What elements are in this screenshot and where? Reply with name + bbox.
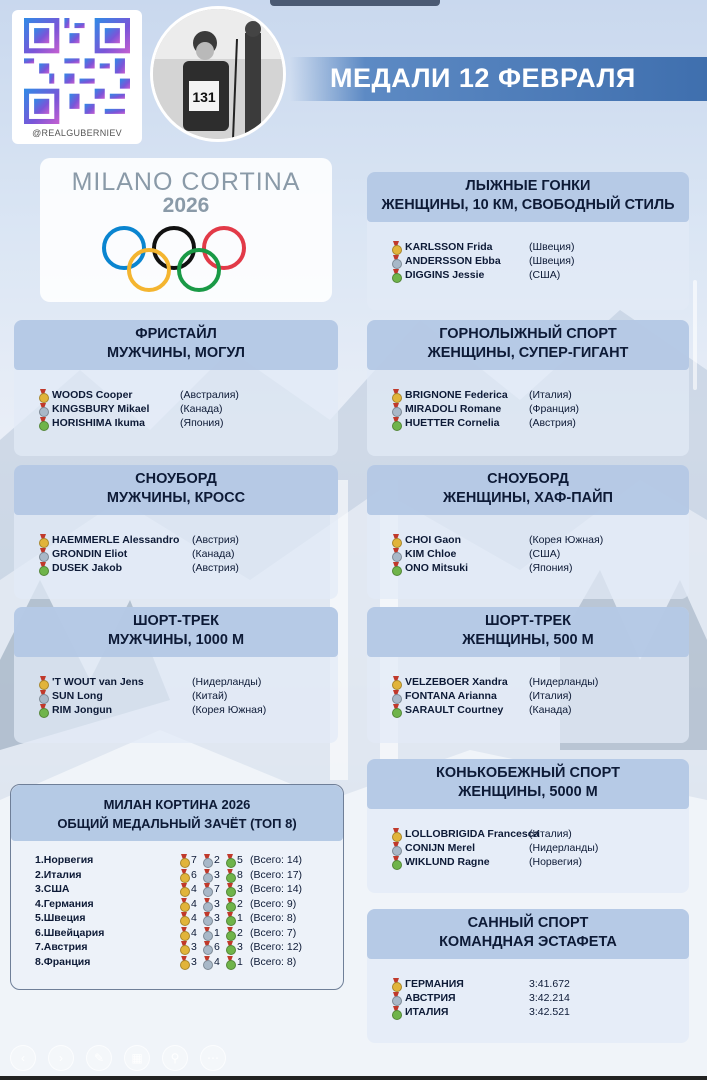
result-row-bronze: [391, 703, 689, 717]
event-card-luge: [367, 909, 689, 1043]
athlete-name: ONO Mitsuki: [405, 562, 469, 574]
bronze-medal-icon: [38, 704, 48, 716]
bronze-medal-icon: [391, 704, 401, 716]
silver-medal-icon: [202, 956, 212, 968]
athlete-name: DIGGINS Jessie: [405, 269, 485, 281]
event-sport: ШОРТ-ТРЕК: [132, 613, 220, 629]
event-card-superg: [367, 320, 689, 456]
tally-bronze-count: 3: [237, 883, 243, 895]
gold-medal-icon: [179, 956, 189, 968]
gold-medal-icon: [38, 389, 48, 401]
tally-total: (Всего: 17): [250, 868, 303, 881]
tally-total: (Всего: 12): [250, 941, 303, 953]
result-row-bronze: [391, 268, 689, 282]
gold-medal-icon: [179, 883, 189, 895]
page-title: МЕДАЛИ 12 ФЕВРАЛЯ: [330, 63, 636, 93]
athlete-country: (Корея Южная): [192, 704, 267, 716]
bronze-medal-icon: [225, 956, 235, 968]
bronze-medal-icon: [391, 1006, 401, 1018]
athlete-name: GRONDIN Eliot: [52, 548, 128, 560]
pen-icon[interactable]: ✎: [86, 1045, 112, 1071]
event-card-speedskating: [367, 759, 689, 893]
athlete-country: (Франция): [529, 403, 580, 415]
event-header: [14, 465, 338, 515]
athlete-name: WOODS Cooper: [52, 389, 133, 401]
tally-country: 7.Австрия: [35, 941, 88, 953]
tally-total: (Всего: 14): [250, 883, 303, 895]
event-header: [367, 320, 689, 370]
tally-silver-count: 4: [214, 955, 220, 968]
gold-medal-icon: [179, 927, 189, 939]
tally-gold-count: 6: [191, 868, 197, 881]
event-header: [14, 320, 338, 370]
result-row-gold: [391, 827, 689, 841]
tally-silver-count: 3: [214, 912, 220, 924]
result-row-silver: [391, 841, 689, 855]
window-top-handle: [270, 0, 440, 6]
silver-medal-icon: [391, 403, 401, 415]
result-row-gold: [391, 977, 689, 991]
athlete-country: (Китай): [192, 690, 228, 702]
tally-country: 4.Германия: [35, 897, 94, 910]
tally-row: [35, 868, 335, 882]
event-sport: КОНЬКОБЕЖНЫЙ СПОРТ: [436, 765, 620, 781]
tally-total: (Всего: 8): [250, 955, 297, 968]
event-card-sbx: [14, 465, 338, 599]
event-discipline: МУЖЧИНЫ, МОГУЛ: [107, 345, 245, 361]
gold-medal-icon: [179, 869, 189, 881]
athlete-country: (Австрия): [192, 534, 239, 546]
bottom-edge: [0, 1076, 707, 1080]
gold-medal-icon: [391, 676, 401, 688]
bib-number: 131: [192, 89, 216, 105]
prev-icon[interactable]: ‹: [10, 1045, 36, 1071]
tally-row: [35, 882, 335, 896]
gold-medal-icon: [38, 534, 48, 546]
event-discipline: ЖЕНЩИНЫ, 500 М: [462, 632, 594, 648]
athlete-country: (Австрия): [192, 562, 239, 574]
social-handle: @REALGUBERNIEV: [32, 128, 122, 138]
grid-icon[interactable]: ▦: [124, 1045, 150, 1071]
silver-medal-icon: [202, 883, 212, 895]
tally-country: 2.Италия: [35, 868, 82, 881]
gold-medal-icon: [179, 941, 189, 953]
athlete-name: HORISHIMA Ikuma: [52, 417, 145, 429]
tally-silver-count: 7: [214, 883, 220, 895]
athlete-name: MIRADOLI Romane: [405, 403, 502, 415]
tally-silver-count: 3: [214, 897, 220, 910]
tally-country: 6.Швейцария: [35, 926, 105, 939]
qr-code-icon: [20, 18, 134, 124]
athlete-name: 'T WOUT van Jens: [52, 676, 144, 688]
silver-medal-icon: [391, 690, 401, 702]
event-discipline: КОМАНДНАЯ ЭСТАФЕТА: [439, 934, 617, 950]
gold-medal-icon: [179, 898, 189, 910]
bronze-medal-icon: [225, 898, 235, 910]
gold-medal-icon: [38, 676, 48, 688]
more-icon[interactable]: ⋯: [200, 1045, 226, 1071]
result-row-silver: [391, 991, 689, 1005]
athlete-country: (Канада): [192, 548, 235, 560]
tally-gold-count: 3: [191, 955, 197, 968]
bronze-medal-icon: [391, 562, 401, 574]
event-discipline: ЖЕНЩИНЫ, 10 КМ, СВОБОДНЫЙ СТИЛЬ: [381, 197, 675, 213]
silver-medal-icon: [391, 992, 401, 1004]
athlete-name: SUN Long: [52, 690, 103, 702]
bronze-medal-icon: [391, 269, 401, 281]
athlete-name: ANDERSSON Ebba: [405, 255, 501, 267]
tally-row: [35, 955, 335, 969]
tally-gold-count: 4: [191, 926, 197, 939]
result-row-bronze: [391, 561, 689, 575]
athlete-country: (Италия): [529, 389, 572, 401]
athlete-name: HAEMMERLE Alessandro: [52, 534, 180, 546]
event-sport: СНОУБОРД: [135, 471, 217, 487]
athlete-country: (Австрия): [529, 417, 576, 429]
team-name: АВСТРИЯ: [405, 992, 456, 1004]
silver-medal-icon: [391, 255, 401, 267]
next-icon[interactable]: ›: [48, 1045, 74, 1071]
olympic-rings-icon: [100, 224, 272, 298]
athlete-country: (США): [529, 269, 561, 281]
tally-country: 3.США: [35, 883, 70, 895]
gold-medal-icon: [391, 534, 401, 546]
athlete-country: (Италия): [529, 690, 572, 702]
silver-medal-icon: [202, 854, 212, 866]
silver-medal-icon: [202, 927, 212, 939]
athlete-name: SARAULT Courtney: [405, 704, 504, 716]
gold-medal-icon: [179, 912, 189, 924]
gold-medal-icon: [391, 978, 401, 990]
athlete-name: KARLSSON Frida: [405, 241, 493, 253]
event-header: [367, 465, 689, 515]
result-row-gold: [38, 388, 338, 402]
tally-gold-count: 7: [191, 854, 197, 866]
athlete-country: (Канада): [180, 403, 223, 415]
result-row-silver: [38, 547, 338, 561]
tally-gold-count: 3: [191, 941, 197, 953]
event-sport: ФРИСТАЙЛ: [135, 326, 217, 342]
team-name: ГЕРМАНИЯ: [405, 978, 464, 990]
bronze-medal-icon: [225, 883, 235, 895]
event-discipline: МУЖЧИНЫ, 1000 М: [107, 632, 245, 648]
bronze-medal-icon: [225, 869, 235, 881]
athlete-country: (Канада): [529, 704, 572, 716]
silver-medal-icon: [202, 898, 212, 910]
result-row-silver: [391, 547, 689, 561]
result-row-gold: [391, 388, 689, 402]
bronze-medal-icon: [38, 417, 48, 429]
tally-country: 1.Норвегия: [35, 854, 94, 866]
event-sport: ЛЫЖНЫЕ ГОНКИ: [465, 178, 591, 194]
event-discipline: ЖЕНЩИНЫ, 5000 М: [458, 784, 598, 800]
athlete-country: (Норвегия): [529, 856, 582, 868]
tally-silver-count: 6: [214, 941, 220, 953]
event-header: [367, 759, 689, 809]
result-row-gold: [38, 533, 338, 547]
team-time: 3:42.214: [529, 992, 570, 1004]
tally-total: (Всего: 14): [250, 854, 303, 866]
tally-bronze-count: 1: [237, 955, 243, 968]
bronze-medal-icon: [391, 856, 401, 868]
athlete-name: HUETTER Cornelia: [405, 417, 500, 429]
event-card-shorttrack-men: [14, 607, 338, 743]
tally-title: МИЛАН КОРТИНА 2026: [103, 797, 251, 812]
event-discipline: ЖЕНЩИНЫ, ХАФ-ПАЙП: [443, 490, 613, 506]
medal-tally-card: [10, 784, 344, 990]
tally-gold-count: 4: [191, 912, 197, 924]
tally-row: [35, 926, 335, 940]
athlete-name: LOLLOBRIGIDA Francesca: [405, 828, 540, 840]
tally-total: (Всего: 7): [250, 926, 297, 939]
result-row-silver: [38, 402, 338, 416]
result-row-bronze: [38, 416, 338, 430]
event-header: [367, 909, 689, 959]
silver-medal-icon: [202, 941, 212, 953]
result-row-silver: [391, 689, 689, 703]
result-row-bronze: [391, 416, 689, 430]
result-row-gold: [391, 675, 689, 689]
tally-row: [35, 940, 335, 954]
athlete-country: (Нидерланды): [529, 842, 599, 854]
tally-bronze-count: 5: [237, 854, 243, 866]
athlete-photo-image: [153, 9, 286, 142]
event-card-shorttrack-women: [367, 607, 689, 743]
result-row-gold: [391, 240, 689, 254]
tally-country: 8.Франция: [35, 955, 91, 968]
tally-total: (Всего: 9): [250, 897, 297, 910]
milano-cortina-logo: [40, 158, 332, 302]
event-card-moguls: [14, 320, 338, 456]
qr-code-card[interactable]: [12, 10, 142, 144]
gold-medal-icon: [179, 854, 189, 866]
athlete-name: CHOI Gaon: [405, 534, 462, 546]
athlete-country: (Швеция): [529, 255, 575, 267]
event-header: [367, 172, 689, 222]
tally-silver-count: 2: [214, 854, 220, 866]
athlete-country: (США): [529, 548, 561, 560]
tally-row: [35, 897, 335, 911]
athlete-country: (Япония): [180, 417, 224, 429]
tally-gold-count: 4: [191, 883, 197, 895]
athlete-name: KIM Chloe: [405, 548, 457, 560]
result-row-bronze: [391, 855, 689, 869]
tally-bronze-count: 2: [237, 926, 243, 939]
silver-medal-icon: [391, 548, 401, 560]
event-sport: САННЫЙ СПОРТ: [467, 915, 589, 931]
result-row-bronze: [391, 1005, 689, 1019]
bronze-medal-icon: [225, 941, 235, 953]
event-header: [14, 607, 338, 657]
silver-medal-icon: [38, 548, 48, 560]
tally-country: 5.Швеция: [35, 912, 86, 924]
gold-medal-icon: [391, 241, 401, 253]
gold-medal-icon: [391, 389, 401, 401]
athlete-name: CONIJN Merel: [405, 842, 476, 854]
bronze-medal-icon: [391, 417, 401, 429]
athlete-name: RIM Jongun: [52, 704, 113, 716]
result-row-silver: [391, 254, 689, 268]
event-sport: ШОРТ-ТРЕК: [484, 613, 572, 629]
result-row-gold: [38, 675, 338, 689]
athlete-country: (Италия): [529, 828, 572, 840]
silver-medal-icon: [202, 912, 212, 924]
gold-medal-icon: [391, 828, 401, 840]
athlete-name: FONTANA Arianna: [405, 690, 497, 702]
tally-bronze-count: 1: [237, 912, 243, 924]
result-row-bronze: [38, 561, 338, 575]
event-card-xc: [367, 172, 689, 310]
event-sport: ГОРНОЛЫЖНЫЙ СПОРТ: [439, 326, 617, 342]
bronze-medal-icon: [225, 927, 235, 939]
event-discipline: ЖЕНЩИНЫ, СУПЕР-ГИГАНТ: [427, 345, 629, 361]
tally-bronze-count: 2: [237, 897, 243, 910]
event-card-halfpipe: [367, 465, 689, 599]
silver-medal-icon: [391, 842, 401, 854]
logo-year: 2026: [162, 194, 210, 217]
tally-subtitle: ОБЩИЙ МЕДАЛЬНЫЙ ЗАЧЁТ (ТОП 8): [57, 816, 297, 831]
logo-name: MILANO CORTINA: [71, 168, 301, 196]
athlete-name: DUSEK Jakob: [52, 562, 123, 574]
team-time: 3:42.521: [529, 1006, 570, 1018]
event-sport: СНОУБОРД: [487, 471, 569, 487]
athlete-photo: [150, 6, 286, 142]
athlete-name: VELZEBOER Xandra: [405, 676, 508, 688]
athlete-country: (Корея Южная): [529, 534, 604, 546]
athlete-country: (Нидерланды): [192, 676, 262, 688]
tally-header: [11, 785, 343, 841]
tally-total: (Всего: 8): [250, 912, 297, 924]
tally-silver-count: 1: [214, 926, 220, 939]
event-discipline: МУЖЧИНЫ, КРОСС: [106, 490, 246, 506]
tally-gold-count: 4: [191, 897, 197, 910]
title-banner: [290, 57, 707, 101]
tally-silver-count: 3: [214, 868, 220, 881]
athlete-country: (Нидерланды): [529, 676, 599, 688]
scrollbar[interactable]: [693, 280, 697, 390]
result-row-gold: [391, 533, 689, 547]
athlete-name: KINGSBURY Mikael: [52, 403, 150, 415]
viewer-toolbar: [0, 1036, 707, 1080]
bronze-medal-icon: [225, 912, 235, 924]
bronze-medal-icon: [225, 854, 235, 866]
silver-medal-icon: [202, 869, 212, 881]
bronze-medal-icon: [38, 562, 48, 574]
event-header: [367, 607, 689, 657]
athlete-name: WIKLUND Ragne: [405, 856, 490, 868]
team-name: ИТАЛИЯ: [405, 1006, 449, 1018]
result-row-silver: [38, 689, 338, 703]
athlete-name: BRIGNONE Federica: [405, 389, 508, 401]
athlete-country: (Швеция): [529, 241, 575, 253]
tally-row: [35, 911, 335, 925]
tally-bronze-count: 3: [237, 941, 243, 953]
zoom-icon[interactable]: ⚲: [162, 1045, 188, 1071]
silver-medal-icon: [38, 403, 48, 415]
athlete-country: (Япония): [529, 562, 573, 574]
result-row-bronze: [38, 703, 338, 717]
tally-row: [35, 853, 335, 867]
tally-bronze-count: 8: [237, 868, 243, 881]
silver-medal-icon: [38, 690, 48, 702]
athlete-country: (Австралия): [180, 389, 239, 401]
result-row-silver: [391, 402, 689, 416]
team-time: 3:41.672: [529, 978, 570, 990]
